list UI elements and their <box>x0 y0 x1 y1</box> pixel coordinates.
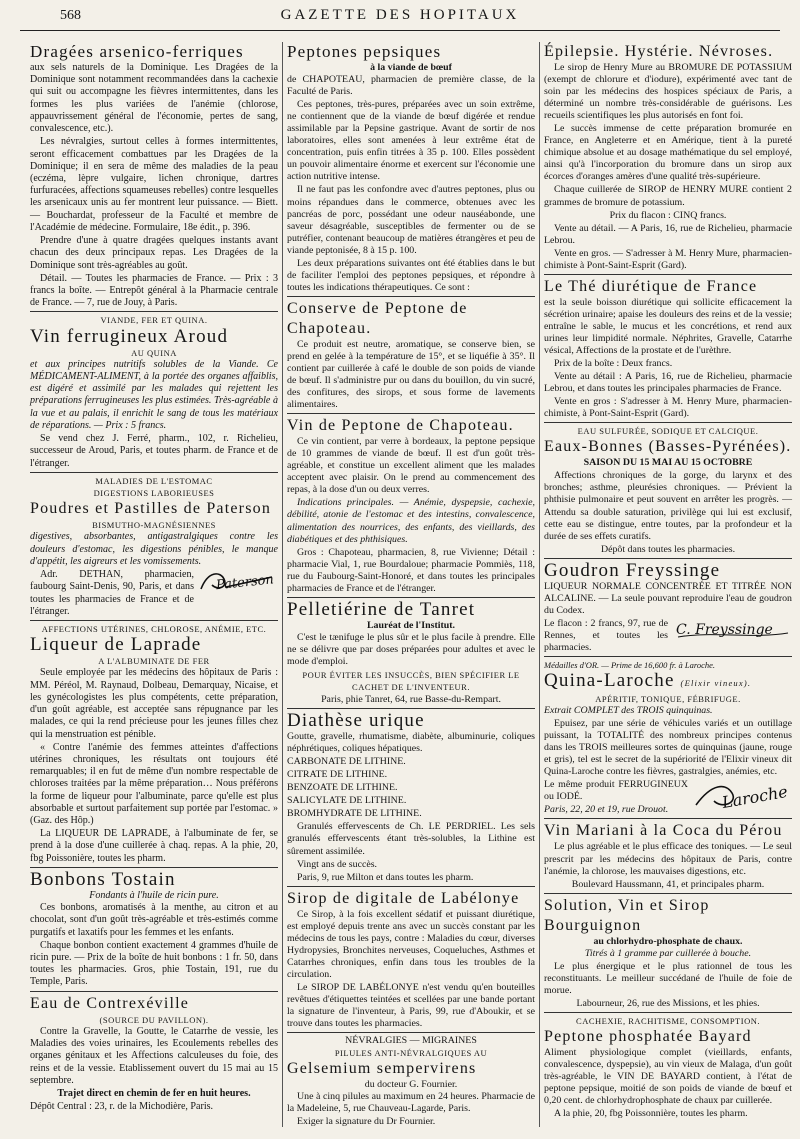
svg-text:C. Freyssinge: C. Freyssinge <box>676 621 773 638</box>
ad-bourguignon <box>544 893 792 1010</box>
ad-title: Conserve de Peptone de Chapoteau. <box>287 296 535 339</box>
ad-text: Chaque cuillerée de SIROP de HENRY MURE contient 2 grammes de bromure de potassium. <box>544 184 792 208</box>
ad-title: Liqueur de Laprade <box>30 634 202 656</box>
ad-title: Diathèse urique <box>287 710 425 732</box>
list-item: CITRATE DE LITHINE. <box>287 769 388 781</box>
ad-text: Une à cinq pilules au maximum en 24 heures. Pharmacie de la Madeleine, 5, rue Chauveau-Lagarde, Paris. <box>287 1091 535 1115</box>
list-item: BENZOATE DE LITHINE. <box>287 782 398 794</box>
ad-text: Ce Sirop, à la fois excellent sédatif et puissant diurétique, est employé depuis trente ans avec un succès constant par les médecins de tous les pays, contre : Maladies du cœur, diverses Hydropysies, Bronchites nerveuses, Coqueluches, Asthmes et Catarrhes chroniques, enfin dans tous les troubles de la circulation. <box>287 908 535 980</box>
ad-contrexeville <box>30 991 278 1114</box>
list-item: BROMHYDRATE DE LITHINE. <box>287 808 422 820</box>
ad-subtitle: A L'ALBUMINATE DE FER <box>98 656 210 667</box>
ad-text: La LIQUEUR DE LAPRADE, à l'albuminate de fer, se prend à la dose d'une cuillerée à chaq. repas. A la phie, 20, fbg Poissonière, toutes les pharm. <box>30 828 278 864</box>
ad-text: Gros : Chapoteau, pharmacien, 8, rue Vivienne; Détail : pharmacie Vial, 1, rue Bourdaloue; pharmacie Pommiès, 118, rue du Faubourg-Saint-Honoré, et dans toutes les principales pharmacies de France et de l'étranger. <box>287 546 535 594</box>
column-divider <box>282 42 283 1127</box>
ad-text: Titrés à 1 gramme par cuillerée à bouche. <box>584 947 752 959</box>
ad-subtitle: au chlorhydro-phosphate de chaux. <box>593 935 743 947</box>
ad-subtitle: APÉRITIF, TONIQUE, FÉBRIFUGE. <box>595 694 741 705</box>
ad-kicker: VIANDE, FER ET QUINA. <box>100 315 208 326</box>
ad-text: Vente au détail : A Paris, 16, rue de Richelieu, pharmacie Lebrou, et dans toutes les principales pharmacies de France. <box>544 371 792 395</box>
ad-subtitle: (SOURCE DU PAVILLON). <box>99 1014 209 1025</box>
ad-paterson <box>30 472 278 618</box>
ad-aroud <box>30 311 278 469</box>
ad-text: Le succès immense de cette préparation bromurée en France, en Angleterre et en Amérique, tient à la pureté chimique absolue et au dosage mathématique du sel employé, ainsi qu'à l'incorporation du bromure dans un sirop aux écorces d'oranges amères d'une qualité très-supérieure. <box>544 123 792 183</box>
ad-text: Prix de la boîte : Deux francs. <box>554 358 673 370</box>
ad-text: de CHAPOTEAU, pharmacien de première classe, de la Faculté de Paris. <box>287 74 535 98</box>
ad-subtitle: du docteur G. Fournier. <box>364 1079 458 1091</box>
svg-text:Laroche: Laroche <box>720 782 790 813</box>
ad-text: Détail. — Toutes les pharmacies de France. — Prix : 3 francs la boîte. — Entrepôt général à la Pharmacie centrale de France. — 7, rue de Jouy, à Paris. <box>30 272 278 309</box>
ad-text: Le plus agréable et le plus efficace des toniques. — Le seul prescrit par les médecins des hôpitaux de Paris, contre l'anémie, la chlorose, les mauvaises digestions, etc. <box>544 841 792 877</box>
ad-laprade <box>30 620 278 865</box>
ad-title: Gelsemium sempervirens <box>287 1060 477 1078</box>
ad-text: Labourneur, 26, rue des Missions, et les phies. <box>576 997 760 1009</box>
ad-text: Paris, phie Tanret, 64, rue Basse-du-Rempart. <box>321 694 501 706</box>
ad-text: Granulés effervescents de Ch. LE PERDRIEL. Les sels granulés effervescents étant très-solubles, la Lithine est sûrement assimilée. <box>287 821 535 857</box>
ad-text: POUR ÉVITER LES INSUCCÈS, BIEN SPÉCIFIER LE CACHET DE L'INVENTEUR. <box>302 669 520 693</box>
ad-title: Vin de Peptone de Chapoteau. <box>287 413 535 436</box>
ad-kicker: DIGESTIONS LABORIEUSES <box>93 488 215 498</box>
ad-text: Vente au détail. — A Paris, 16, rue de Richelieu, pharmacie Lebrou. <box>544 222 792 246</box>
ad-text: Ces peptones, très-pures, préparées avec un soin extrême, ne contiennent que de la viande de bœuf digérée et rendue assimilable par la Pepsine gastrique. Avant de sortir de nos laboratoires, elles sont amenées à leur extrême état de concentration, puis enfin titrées à 35 p. 100. Elles possèdent un pouvoir alimentaire énorme et exercent sur l'économie une action nutritive intense. <box>287 99 535 183</box>
ad-title: Le Thé diurétique de France <box>544 277 758 295</box>
ad-eaux-bonnes <box>544 422 792 555</box>
ad-text: Paris, 9, rue Milton et dans toutes les pharm. <box>297 871 474 883</box>
ad-text: Paterson Adr. DETHAN, pharmacien, faubourg Saint-Denis, 90, Paris, et dans toutes les pharmacies de France et de l'étranger. <box>30 569 278 618</box>
ad-text: Vente en gros : S'adresser à M. Henry Mure, pharmacien-chimiste, à Pont-Saint-Esprit (Gard). <box>544 396 792 420</box>
ad-title: Eaux-Bonnes (Basses-Pyrénées). <box>544 438 792 456</box>
ad-text: C'est le tænifuge le plus sûr et le plus facile à prendre. Elle ne se délivre que par doses préparées pour adultes et avec le mode d'emploi. <box>287 631 535 667</box>
ad-tostain <box>30 867 278 989</box>
ad-text: A la phie, 20, fbg Poissonnière, toutes les pharm. <box>554 1108 748 1120</box>
ad-text: Trajet direct en chemin de fer en huit heures. <box>57 1087 251 1099</box>
ad-chapoteau <box>287 42 535 595</box>
ad-title: Poudres et Pastilles de Paterson <box>30 500 272 518</box>
column-1 <box>30 42 278 1114</box>
ad-title: Peptones pepsiques <box>287 42 442 61</box>
ad-text: aux sels naturels de la Dominique. Les Dragées de la Dominique sont notamment recommandées dans la cachexie qui suit ou accompagne les fièvres intermittentes, dans les formes les plus variées de l'anémie (chlorose, appauvrissement général de l'économie, pertes de sang, convalescence, etc.). <box>30 62 278 135</box>
ad-text: Laroche Le même produit FERRUGINEUX ou IODÉ. <box>544 779 792 803</box>
ad-text: Vente en gros. — S'adresser à M. Henry Mure, pharmacien-chimiste à Pont-Saint-Esprit (Gard). <box>544 247 792 271</box>
ad-kicker: NÉVRALGIES — MIGRAINES <box>345 1035 477 1047</box>
ad-text: Ce vin contient, par verre à bordeaux, la peptone pepsique de 10 grammes de viande de bœuf. Il est d'un goût très-agréable, et constitue un excellent aliment que les malades acceptent avec plaisir. On le prend au commencement des repas, à la dose d'un ou deux verres. <box>287 436 535 496</box>
ad-subtitle: AU QUINA <box>131 347 177 358</box>
ad-text: Ce produit est neutre, aromatique, se conserve bien, se prend en gelée à la température de 15°, et se liquéfie à 35°. Il contient par cuillerée à café le double de son poids de viande de bœuf. Il s'administre pur ou dans du bouillon, du vin sucré, des confitures, des sirops, et sous forme de lavements alimentaires. <box>287 338 535 411</box>
ad-text: et aux principes nutritifs solubles de la Viande. Ce MÉDICAMENT-ALIMENT, à la portée des organes affaiblis, est digéré et assimilé par les malades qui rejettent les préparations ferrugineuses les plus estimées. Très-agréable à la vue et au palais, il enrichit le sang de tous les matériaux de réparations. — Prix : 5 francs. <box>30 358 278 431</box>
ad-fournier <box>287 1032 535 1128</box>
ad-the-diuretique <box>544 274 792 420</box>
ad-text: C. Freyssinge Le flacon : 2 francs, 97, rue de Rennes, et toutes les pharmacies. <box>544 618 792 654</box>
ad-title: Eau de Contrexéville <box>30 994 190 1012</box>
list-item: CARBONATE DE LITHINE. <box>287 756 406 768</box>
ad-tanret <box>287 597 535 706</box>
ad-text: est la seule boisson diurétique qui sollicite efficacement la sécrétion urinaire; apaise les douleurs des reins et de la vessie; entraîne le sable, le mucus et les concrétions, et rend aux urines leur limpidité normale. Néphrites, Gravelle, Catarrhe vésical, Affections de la prostate et de l'urèthre. <box>544 296 792 356</box>
ad-text: Aliment physiologique complet (vieillards, enfants, convalescence, dyspepsie), au vin vieux de Malaga, d'un goût très-agréable, le VIN DE BAYARD contient, à l'état de peptone pepsique, moitié de son poids de viande de bœuf et 0,20 cent. de chlorhydrophosphate de chaux par cuillerée. <box>544 1047 792 1107</box>
ad-title: Sirop de digitale de Labélonye <box>287 889 520 907</box>
ad-text: Vingt ans de succès. <box>297 858 378 870</box>
ad-text: Prendre d'une à quatre dragées quelques instants avant chacun des deux principaux repas. Les Dragées de la Dominique sont très-agréables au goût. <box>30 235 278 271</box>
ad-subtitle: BISMUTHO-MAGNÉSIENNES <box>92 520 216 531</box>
column-divider <box>539 42 540 1127</box>
ad-text: Exiger la signature du Dr Fournier. <box>297 1116 436 1128</box>
ad-text: Indications principales. — Anémie, dyspepsie, cachexie, débilité, atonie de l'estomac et des intestins, convalescence, alimentation des nourrices, des enfants, des vieillards, des diabétiques et des phthisiques. <box>287 497 535 545</box>
column-3 <box>544 42 792 1121</box>
ad-text: Paris, 22, 20 et 19, rue Drouot. <box>544 804 669 816</box>
list-item: SALICYLATE DE LITHINE. <box>287 795 407 807</box>
ad-kicker: AFFECTIONS UTÉRINES, CHLOROSE, ANÉMIE, ETC. <box>41 623 267 634</box>
ad-title: Dragées arsenico-ferriques <box>30 42 244 61</box>
ad-kicker: EAU SULFURÉE, SODIQUE ET CALCIQUE. <box>577 426 759 437</box>
paterson-signature <box>198 569 278 595</box>
svg-text:Paterson: Paterson <box>215 572 275 594</box>
ad-title: Épilepsie. Hystérie. Névroses. <box>544 43 774 60</box>
ad-goudron <box>544 558 792 654</box>
page-header <box>20 4 780 31</box>
ad-text: digestives, absorbantes, antigastralgiques contre les douleurs d'estomac, les digestions pénibles, le manque d'appétit, les aigreurs et les vomissements. <box>30 531 278 567</box>
ad-kicker: PILULES ANTI-NÉVRALGIQUES AU <box>334 1048 488 1059</box>
ad-subtitle: Fondants à l'huile de ricin pure. <box>89 889 219 901</box>
ad-text: Dépôt dans toutes les pharmacies. <box>600 543 736 555</box>
ad-kicker: MALADIES DE L'ESTOMAC <box>95 475 213 486</box>
column-2 <box>287 42 535 1129</box>
ad-text: Il ne faut pas les confondre avec d'autres peptones, plus ou moins répandues dans le commerce, obtenues avec les pancréas de porc, possédant une odeur nauséabonde, une saveur désagréable, susceptibles de fermenter ou de se putréfier, contenant beaucoup de matières étrangères et peu de viande peptonisée, 8 à 15 p. 100. <box>287 184 535 256</box>
ad-text: SAISON DU 15 MAI AU 15 OCTOBRE <box>583 457 753 469</box>
ad-title: Goudron Freyssinge <box>544 559 721 581</box>
ad-text: Extrait COMPLET des TROIS quinquinas. <box>544 705 713 717</box>
ad-title: Quina-Laroche (Elixir vineux). <box>544 670 752 692</box>
ad-text: Le sirop de Henry Mure au BROMURE DE POTASSIUM (exempt de chlorure et d'iodure), expérimenté avec tant de soin par les médecins des hospices spéciaux de Paris, a déterminé un nombre très-considérable de guérisons. Les recueils scientifiques les plus autorisés en font foi. <box>544 62 792 122</box>
ad-text: Ces bonbons, aromatisés à la menthe, au citron et au chocolat, sont d'un goût très-agréable et très-estimés comme purgatifs et laxatifs pour les femmes et les enfants. <box>30 902 278 938</box>
ad-text: « Contre l'anémie des femmes atteintes d'affections utérines chroniques, les résultats ont toujours été remarquables; il en fut de même d'un nombre respectable de chloroses traitées par la même préparation… Nous préférons la forme de liqueur pour l'albuminate, parce qu'elle est plus absorbable et surtout parfaitement sup portée par l'estomac. » (Gaz. des Hôp.) <box>30 741 278 827</box>
ad-text: LIQUEUR NORMALE CONCENTRÉE ET TITRÉE NON ALCALINE. — La seule pouvant reproduire l'eau de goudron du Codex. <box>544 580 792 616</box>
ad-text: Prix du flacon : CINQ francs. <box>609 209 727 221</box>
ad-kicker: CACHEXIE, RACHITISME, CONSOMPTION. <box>576 1015 760 1026</box>
ad-text: Les névralgies, surtout celles à formes intermittentes, seront efficacement combattues par les Dragées de la Dominique; il en sera de même des maladies de la peau (eczéma, lèpre vulgaire, lichen chronique, dartres furfuracées, affections squameuses rebelles) contre lesquelles les arsenicaux unis au fer montrent leur puissance. — Biett. — Bouchardat, professeur de la Faculté et membre de l'Académie de médecine. Formulaire, 18e édit., p. 396. <box>30 136 278 233</box>
goudron-signature <box>672 618 792 640</box>
ad-text: Le plus énergique et le plus rationnel de tous les reconstituants. Le meilleur succédané de l'huile de foie de morue. <box>544 960 792 996</box>
ad-text: Epuisez, par une série de véhicules variés et un outillage puissant, la TOTALITÉ des nombreux principes contenus dans les TROIS meilleures sortes de quinquinas (jaune, rouge et gris), tel est le secret de la supériorité de l'Elixir vineux dit Quina-Laroche contre les fièvres, gastralgies, anémies, etc. <box>544 718 792 778</box>
ad-quina-laroche <box>544 656 792 817</box>
ad-title: Bonbons Tostain <box>30 868 176 890</box>
ad-title: Vin Mariani à la Coca du Pérou <box>544 822 783 840</box>
ad-text: Chaque bonbon contient exactement 4 grammes d'huile de ricin pure. — Prix de la boîte de huit bonbons : 1 fr. 50, dans toutes les pharmacies. Gros, phie Tostain, 191, rue du Temple, Paris. <box>30 939 278 988</box>
running-title: GAZETTE DES HOPITAUX <box>280 7 520 23</box>
ad-tag: (Elixir vineux). <box>680 678 752 689</box>
ad-text: Les deux préparations suivantes ont été établies dans le but de faciliter l'emploi des peptones pepsiques, et répondre à toutes les indications thérapeutiques. Ce sont : <box>287 257 535 293</box>
ad-labelonye <box>287 886 535 1030</box>
ad-title: Peptone phosphatée Bayard <box>544 1028 752 1045</box>
ad-title: Solution, Vin et Sirop Bourguignon <box>544 896 710 934</box>
ad-kicker: Médailles d'OR. — Prime de 16,600 fr. à Laroche. <box>544 659 716 670</box>
ad-mariani <box>544 818 792 890</box>
ad-text: Dépôt Central : 23, r. de la Michodière, Paris. <box>30 1101 214 1113</box>
ad-title: Vin ferrugineux Aroud <box>30 325 229 347</box>
laroche-signature <box>692 779 792 813</box>
ad-subtitle: à la viande de bœuf <box>370 62 452 73</box>
ad-perdriel <box>287 708 535 884</box>
ad-text: Contre la Gravelle, la Goutte, le Catarrhe de vessie, les Maladies des voies urinaires, les Ecoulements rebelles des organes génitaux et les Affections calculeuses du foie, des reins et de la vessie. Etablissement ouvert du 15 mai au 15 septembre. <box>30 1025 278 1086</box>
ad-text: Affections chroniques de la gorge, du larynx et des bronches; asthme, pleurésies chroniques. — Prévient la phthisie pulmonaire et peut souvent en arrêter les progrès. — Attendu sa double saturation, privilège qui lui est exclusif, cette eau se distingue, entre toutes, par la profondeur et la durée de ses effets curatifs. <box>544 470 792 542</box>
page-number: 568 <box>60 8 81 23</box>
ad-text: Goutte, gravelle, rhumatisme, diabète, albuminurie, coliques néphrétiques, coliques hépatiques. <box>287 731 535 755</box>
ad-dragees <box>30 42 278 309</box>
ad-henry-mure <box>544 42 792 272</box>
ad-bayard <box>544 1012 792 1120</box>
ad-text: Boulevard Haussmann, 41, et principales pharm. <box>571 878 765 890</box>
ad-title: Pelletiérine de Tanret <box>287 598 476 620</box>
ad-text: Seule employée par les médecins des hôpitaux de Paris : MM. Péréol, M. Raynaud, Dolbeau, Demarquay, Nicaise, et les gynécologistes les plus compétents, cette préparation, d'un goût agréable, est acceptée sans répugnance par les malades, ce qui la rend précieuse pour les jeunes filles chez qui la menstruation est pénible. <box>30 667 278 740</box>
ad-text: Se vend chez J. Ferré, pharm., 102, r. Richelieu, successeur de Aroud, Paris, et toutes pharm. de France et de l'étranger. <box>30 433 278 469</box>
ad-subtitle: Lauréat de l'Institut. <box>366 619 456 631</box>
ad-text: Le SIROP DE LABÉLONYE n'est vendu qu'en bouteilles revêtues d'étiquettes teintées et scellées par une bande portant la signature de l'inventeur, à Paris, 99, rue d'Aboukir, et se trouve dans toutes les pharmacies. <box>287 981 535 1030</box>
